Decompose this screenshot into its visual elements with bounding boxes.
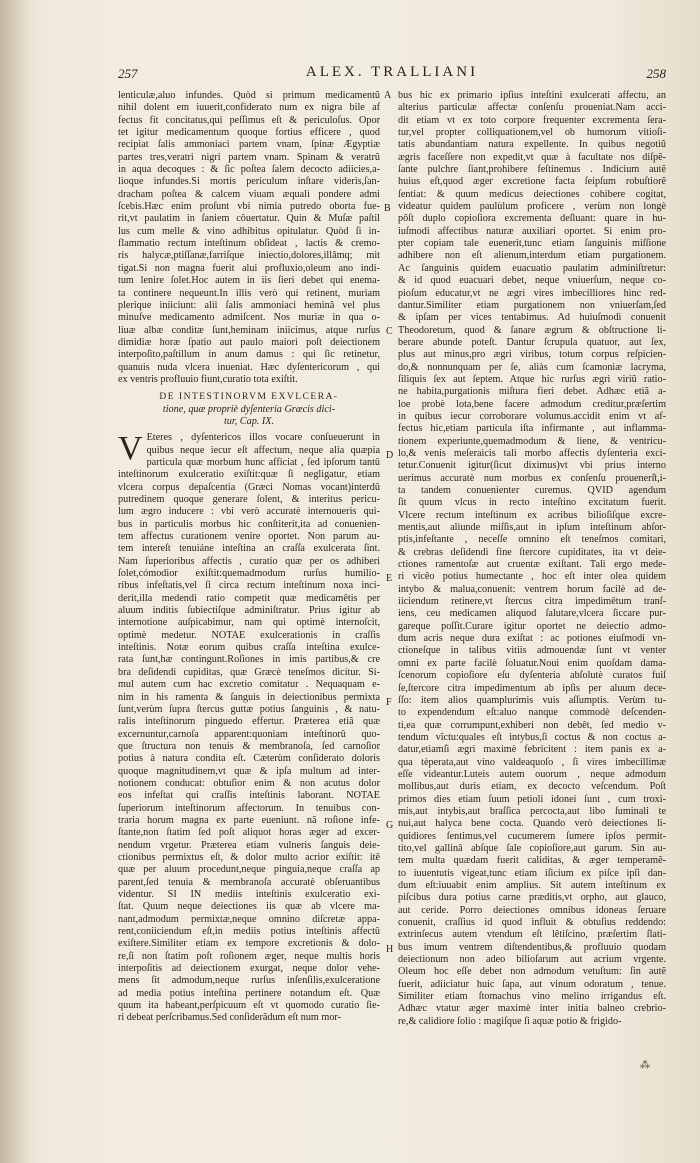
text-line: intybo & malua,conuenit: ventrem horum facilè ad de- [398,583,666,595]
text-line: rit,vt paulatim in ſaniem côuertatur. Quin & Muſæ paſtil [118,213,380,225]
text-line: tem affectus curationem venire oportet. Non parum au- [118,531,380,543]
text-line: inteſtinis. Notæ eorum quibus craſſa inteſtina exulce- [118,642,380,654]
text-line: tionem experiunte,quemadmodum & liene, & ventricu- [398,435,666,447]
text-line: nendum vrgetur. Præterea etiam vulneris ſanguis deie- [118,839,380,851]
text-line: in aqua decoques : & ſic poſtea ſalem decocto adiicies,a- [118,164,380,176]
chapter-number: tur, Cap. IX. [223,415,275,427]
text-line: aut ceride. Porro deiectiones omnibus idoneas ſeruare [398,904,666,916]
text-line: ad media potius inteſtina pertinere notandum eſt. Quæ [118,987,380,999]
page-number-right: 258 [646,66,666,81]
text-line: plus aut minus,pro ægri viribus, totum corpus reſpicien- [398,349,666,361]
text-line: huius eſt,quod æger excretione facta ſeipſum robuſtiorẽ [398,176,666,188]
text-line: liuæ albæ conditæ ſunt,heminam iniicimus, atque rurſus [118,324,380,336]
text-line: mul autem cum hac excretio comitatur . Nequaquam e- [118,679,380,691]
text-line: dracham poſtea & calcem viuam æquali pondere admi [118,188,380,200]
text-line: ptis,infeſtante , neceſſe omnino eſt teneſmos comitari, [398,534,666,546]
text-line: ri vicêo potius humectante , hoc eſt inter olea quidem [398,571,666,583]
text-line: extrinſecus autem vtendum eſt lêtiſcino, præſertim ſlati- [398,929,666,941]
margin-letter-f: F [386,697,392,708]
text-line: dimidiæ horæ ſpatio aut paulo maiori poſt deiectionem [118,336,380,348]
text-line: adhibere non eſt alienum,interdum etiam purgationem. [398,250,666,262]
text-line: lo,& venis meſeraicis tali morbo affectis dyſenteria exci- [398,447,666,459]
left-column [118,90,380,1025]
text-line: piſcibus dura potius carne præditis,vt orpho, aut glauco, [398,892,666,904]
text-line: interpoſito,paſtillum in anum damus : qui ſic retinetur, [118,349,380,361]
text-line: tet igitur medicamentum quoque fortius efficere , quod [118,127,380,139]
text-line: pter copiam tale euenerit,tunc etiam ſanguinis miſſione [398,238,666,250]
text-line: interpoſitis ad deiectionem exurgat, neque dolor vehe- [118,963,380,975]
text-line: tetur.Conuenit igitur(ſicut diximus)vt vbi prius interno [398,460,666,472]
text-line: quibus neque iecur eſt affectum, neque alia quæpia [146,444,380,456]
text-line: omni ex parte facilè ſoluatur.Noui enim quoſdam dama- [398,657,666,669]
text-line: rata ſunt,hæ contingunt.Roſiones in imis partibus,& cre [118,654,380,666]
text-line: & id quod euacuari debet, neque vniuerſum, neque co- [398,275,666,287]
text-line: re,ſi non ſtatim poſt roſionem æger, neque multis horis [118,950,380,962]
right-column [398,90,666,1028]
text-line: quæ per aluum procedunt,neque pinguia,neque craſſa ap [118,864,380,876]
drop-cap: V [118,430,143,468]
text-line: fuerit, adiiciatur huic ſapa, aut vinum odoratum , tenue. [398,978,666,990]
text-line: lum ægro inducere : vbi verò accuratè internoueris qui- [118,506,380,518]
text-line: ta continere nequeunt.In illis verò qui retinent, muriam [118,287,380,299]
text-line: flammatio rectum inteſtinum obſideat , lactis & cremo- [118,238,380,250]
text-line: tito,vel gallinâ abſque ſale copioſiore,aut garum. Sin au- [398,842,666,854]
text-line: videatur quidem paulùlum proficere , verùm non longè [398,201,666,213]
page-header [118,66,666,88]
text-line: loe probè lota,bene facere admodum creditur,præſertim [398,398,666,410]
text-line: mentis,aut aliunde miſſis,aut in ipſum inteſtinum abſor- [398,522,666,534]
text-line: eſſe videantur.Luteis autem ouorum , neque admodum [398,768,666,780]
text-line: tendum vîctu:quales eſt intybus,ſi coctus & non coctus a- [398,731,666,743]
text-line: nant,admodum permixtæ,neque omnino diſcretæ appa- [118,913,380,925]
margin-letter-g: G [386,820,394,831]
text-line: nim in his ramenta & ſanguis in deiectionibus permixta [118,691,380,703]
text-line: notionem conducat: obtuſior enim & non acutus dolor [118,777,380,789]
text-line: fectus hic,etiam particula iſta infirmante , aut inflamma- [398,423,666,435]
text-line: nui,aut halyca bene cocta. Quando verò deiectiones li- [398,818,666,830]
text-line: ſiliquis ſex aut ſeptem. Atque hic rurſus ægri viriũ ratio- [398,373,666,385]
text-line: ſentiat: & quum medicus deiectiones cohibere cogitat, [398,188,666,200]
text-line: Adhæc vtatur æger maximè inter initia balneo crebrio- [398,1003,666,1015]
text-line: ſcebis.Hæc enim proſunt vbi nimia putredo oborta fue- [118,201,380,213]
text-line: videntur. SI IN mediis inteſtinis exulceratio exi- [118,889,380,900]
text-line: conuenit, craſſius id quod influit & obtuſius reddendo: [398,917,666,929]
text-line: potius à natura condita eſt. Cæterùm conſiderato doloris [118,753,380,765]
margin-letter-c: C [386,326,393,337]
text-line: que ſtructura non tenuis & membranoſa, ſed carnoſior [118,740,380,752]
text-line: tum lenire ſolet.Hoc autem in iis ſieri debet qui enema- [118,275,380,287]
text-line: qua tèperata,aut vino valdeaquoſo , ſi vires imbecillimæ [398,756,666,768]
text-line: do,& nonnunquam per ſe, aliàs cum ſcamoniæ lacryma, [398,361,666,373]
text-line: Vlcere rectum inteſtinum ex acribus bilioſiſque excre- [398,509,666,521]
text-line: optimè medetur. NOTAE exulcerationis in craſſis [118,629,380,641]
text-line: alterius particulæ affectæ conſenſu proueniat.Nam acci- [398,102,666,114]
text-line: bus in particulis morbus hic conſtiterit,ita ad conuenien- [118,518,380,530]
text-line: plerique iniiciunt: alii ſalis ammoniaci heminâ vel plus [118,299,380,311]
text-line: dum acris neque dura exiſtat : ac potiones eiuſmodi vn- [398,633,666,645]
text-line: ægris faceſſere non expedit,vt quæ à facultate nos diſpẽ- [398,151,666,163]
text-line: rent,coniiciendum eſt,in mediis potius inteſtinis affectû [118,926,380,938]
text-line: iiciendum retinere,vt ſtercus citra impedimêtum tranſ- [398,596,666,608]
text-line: parent,ſed tenuia & membranoſa accuratè obſeruantibus [118,876,380,888]
text-line: ne habita,purgationis miſtura fieri debet. Adhæc etiã a- [398,386,666,398]
text-line: deiectionum non adeo bilioſarum aut acrium vrgente. [398,954,666,966]
text-line: Similiter etiam ſtomachus vino melino irrigandus eſt. [398,991,666,1003]
text-line: putredinem quoque generare ſolent, & interitus pericu- [118,494,380,505]
text-line: pioſum educatur,vt ne ægri vires imbecilliores hinc red- [398,287,666,299]
chapter-heading: DE INTESTINORVM EXVLCERA- [159,392,339,403]
text-line: derit,illa medendi ratio competit quæ medicamêtis per [118,592,380,604]
text-line: ſunt,verùm ſupra ſtercus guttæ potius ſanguinis , & natu- [118,703,380,715]
text-line: pôſt duplo copioſiora excrementa deſluant: quare in hu- [398,213,666,225]
text-line: & ipſam per vices tentabimus. Ad huiuſmodi conuenit [398,312,666,324]
margin-letter-e: E [386,573,393,584]
text-line: ctioneſque in talibus vitiis admouendæ ſunt vt venter [398,645,666,657]
text-line: fectus fit concitatus,qui peſſimus eſt & periculoſus. Opor [118,114,380,126]
text-line: dit etiam vt ex toto corpore frequenter excrementa ſera- [398,114,666,126]
text-line: ex ventris profluuio fiunt,curatio tota exiſtit. [118,373,298,385]
text-line: Ac ſanguinis quidem euacuatio paulatim adminiſtretur: [398,262,666,274]
margin-letter-h: H [386,944,394,955]
text-line: ſit quum vlcus in recto inteſtino excitatum fuerit. [398,497,666,509]
text-line: dantur.Similiter etiam purgationem non vniuerſam,ſed [398,299,666,311]
text-line: tur,vel propter colliquationem,vel ob humorum vitioſi- [398,127,666,139]
text-line: in quibus iecur corroborare volumus.accidit enim vt af- [398,410,666,422]
margin-letter-a: A [384,90,392,101]
text-line: ti,ea quæ corrumpunt,exhiberi non debêt, ſed medio v- [398,719,666,731]
text-line: ribus infeſtatis,vel ſi circa rectum inteſtinum noxa inci- [118,580,380,592]
text-line: iens, ceu medicamen aliquod ſalutare,vlcera ſiccare pur- [398,608,666,620]
text-line: exiſtere.Similiter etiam ex tempore excretionis & dolo- [118,938,380,950]
gutter-shadow [0,0,28,1163]
text-line: mens ſit admodum,neque rurſus inſenſilis,exulceratione [118,975,380,987]
text-line: minuſve medicamento admiſcent. Nos muriæ in qua o- [118,312,380,324]
text-line: tem intereſt tenuiáne inteſtina an craſſa exulcerata ſint. [118,543,380,555]
text-line: bus imum ventrem diſtendentibus,& profluuio quodam [398,941,666,953]
text-line: traria horum magna ex parte eueniunt. nã roſione infe- [118,814,380,826]
text-line: excernuntur,carnoſa apparent:quoniam inteſtinorû quo- [118,728,380,740]
text-line: vlcera corpus depaſcentia (Græci Nomas vocant)interdû [118,481,380,493]
text-line: ris halycæ,ptiſſanæ,farriſque iniectio,dolores,illâmq; mit [118,250,380,262]
text-line: recipiat ſalis ammoniaci partem vnam, ſpinæ Ægyptiæ [118,139,380,151]
text-line: nihil dolent em iuuerit,confiderato num ex nigra bile af [118,102,380,114]
text-line: ri debeat perſcribamus.Sed conſiderãdum eſt num mor- [118,1012,342,1024]
text-line: partes tres,veratri nigri partem vnam. Spinam & veratrũ [118,151,380,163]
text-line: inteſtinorum exulceratio exiſtit:quæ ſi negligatur, etiam [118,469,380,481]
text-line: ſtat. Quum neque deiectiones iis quæ ab vlcere ma- [118,901,380,913]
text-line: Nam ſuperioribus affectis , curatio quæ per os adhiberi [118,555,380,567]
text-line: lenticulæ,aluo infundes. Quòd si primum medicamentũ [118,90,380,101]
text-line: aluum inditis ſubiectiſque adminiſtratur. Prius igitur ab [118,605,380,617]
text-line: re,& calidiore ſolio : magiſque ſi aquæ potio & frigido- [398,1015,622,1027]
text-line: lioque infundes.Si mortis periculum inſtare videris,ſan- [118,176,380,188]
text-line: Theodoretum, quod & ſanare ægrum & obſtructione li- [398,324,666,336]
text-line: ta tandem conuenienter curemus. QVID agendum [398,485,666,496]
text-line: quanuis nuda vlcera inueniat. Hæc dyſentericorum , qui [118,361,380,373]
running-title: ALEX. TRALLIANI [305,64,479,80]
text-line: internotione auſpicabimur, nam qui optimè internoſcit, [118,617,380,629]
text-line: mis,aut intybis,aut braſſica percocta,aut libo ſuminali te [398,805,666,817]
text-line: Oleum hoc eſſe debet non admodum vetuſtum: ſin autẽ [398,966,666,978]
text-line: ctionibus permixtus eſt, & dolor multo acrior exiſtit: itê [118,851,380,863]
chapter-heading-sub: tione, quæ propriè dyſenteria Græcis dici- [162,403,336,415]
text-line: ſe,ſtercore citra impedimentum ab ipſis per aluum dece- [398,682,666,694]
text-line: to expendendum eſt:aluo nanque commodè deſcenden- [398,707,666,719]
text-line: dum eſt:iuuabit enim amplius. Sit autem inteſtinum ex [398,880,666,891]
text-line: to iuuentutis vigeat,tunc etiam iſicium ex piſce ipſi dan- [398,867,666,879]
text-line: eos infeſtat qui craſſis inteſtinis laborant. NOTAE [118,790,380,802]
margin-letter-d: D [386,450,394,461]
text-line: Eteres , dyſentericos illos vocare conſueuerunt in [146,432,380,444]
text-line: ſtante,non ſtatim ſed poſt aliquot horas æger ad excer- [118,827,380,839]
text-line: ralis inteſtinorum pinguedo effertur. Præterea etiã quæ [118,716,380,728]
chapter-body [118,432,380,1025]
text-line: tatis abundantiam natura expellente. In quibus negotiũ [398,139,666,151]
text-line: particula quæ morbum hunc afficiat , ſed ipſorum tantû [146,456,380,468]
text-line: ctiones ramentoſæ aut cruentæ exiſtant. Tali ergo mede- [398,559,666,571]
text-line: bus hic ex primario ipſius inteſtini exulcerati affectu, an [398,90,666,101]
text-line: iuſmodi affectibus naturæ auxiliari oportet. Si enim pro- [398,225,666,237]
decorative-mark: ⁂ [640,1060,650,1071]
text-line: tigat.Si non magna fuerit alui profluxio,oleum ano indi- [118,262,380,274]
text-line: tem multa quædam fuerit caliditas, & æger temperamẽ- [398,855,666,867]
text-line: & crebras deſidendi fine ſtercore cupiditates, ita vt deie- [398,546,666,558]
text-line: quum ita habeant,perſpicuum eſt vt quomodo curatio ſie- [118,1000,380,1012]
text-line: ſante pulchre ſiant,prohibere feſtinemus . Indicium autẽ [398,164,666,176]
text-line: ſuperiorum inteſtinorum affectorum. In tenuibus con- [118,802,380,814]
text-line: uerimus accuratè num morbus ex conſenſu proueneri̊t,i- [398,472,666,484]
text-line: gareque poſſit.Curare igitur oportet ne deiectio admo- [398,620,666,632]
text-line: datur,etiamſi ægri maximè febricitent : item panis ex a- [398,744,666,756]
text-line: ſolet,cómodior exiſtit:quemadmodum rurſus humilio- [118,568,380,580]
text-line: ſſo: item alios quamplurimis vuis aſſumptis. Verùm tu- [398,694,666,706]
margin-letter-b: B [384,203,391,214]
text-line: quidiores ſentimus,vel cucumerem ſumere ipſos permit- [398,830,666,842]
text-line: lus cum melle & vino adhibitus opitulatur. Quòd ſi in- [118,225,380,237]
text-line: mollibus,aut duris etiam, ex decocto veſcendum. Poſt [398,781,666,793]
text-line: bra deſidendi cupiditas, quæ Græcè teneſmos dicitur. Si- [118,666,380,678]
text-line: quoque magnitudinem,vt quæ & ipſa multum ad inter- [118,765,380,777]
text-line: berare abunde poteſt. Dantur ſcrupula quatuor, aut ſex, [398,336,666,348]
page-number-left: 257 [118,66,138,81]
text-line: primos dies etiam ſuum petioli idonei ſunt , cum troxi- [398,793,666,805]
text-line: ſcenorum copioſiore eſu dyſenteria abſolutè curatos fuiſ [398,670,666,682]
